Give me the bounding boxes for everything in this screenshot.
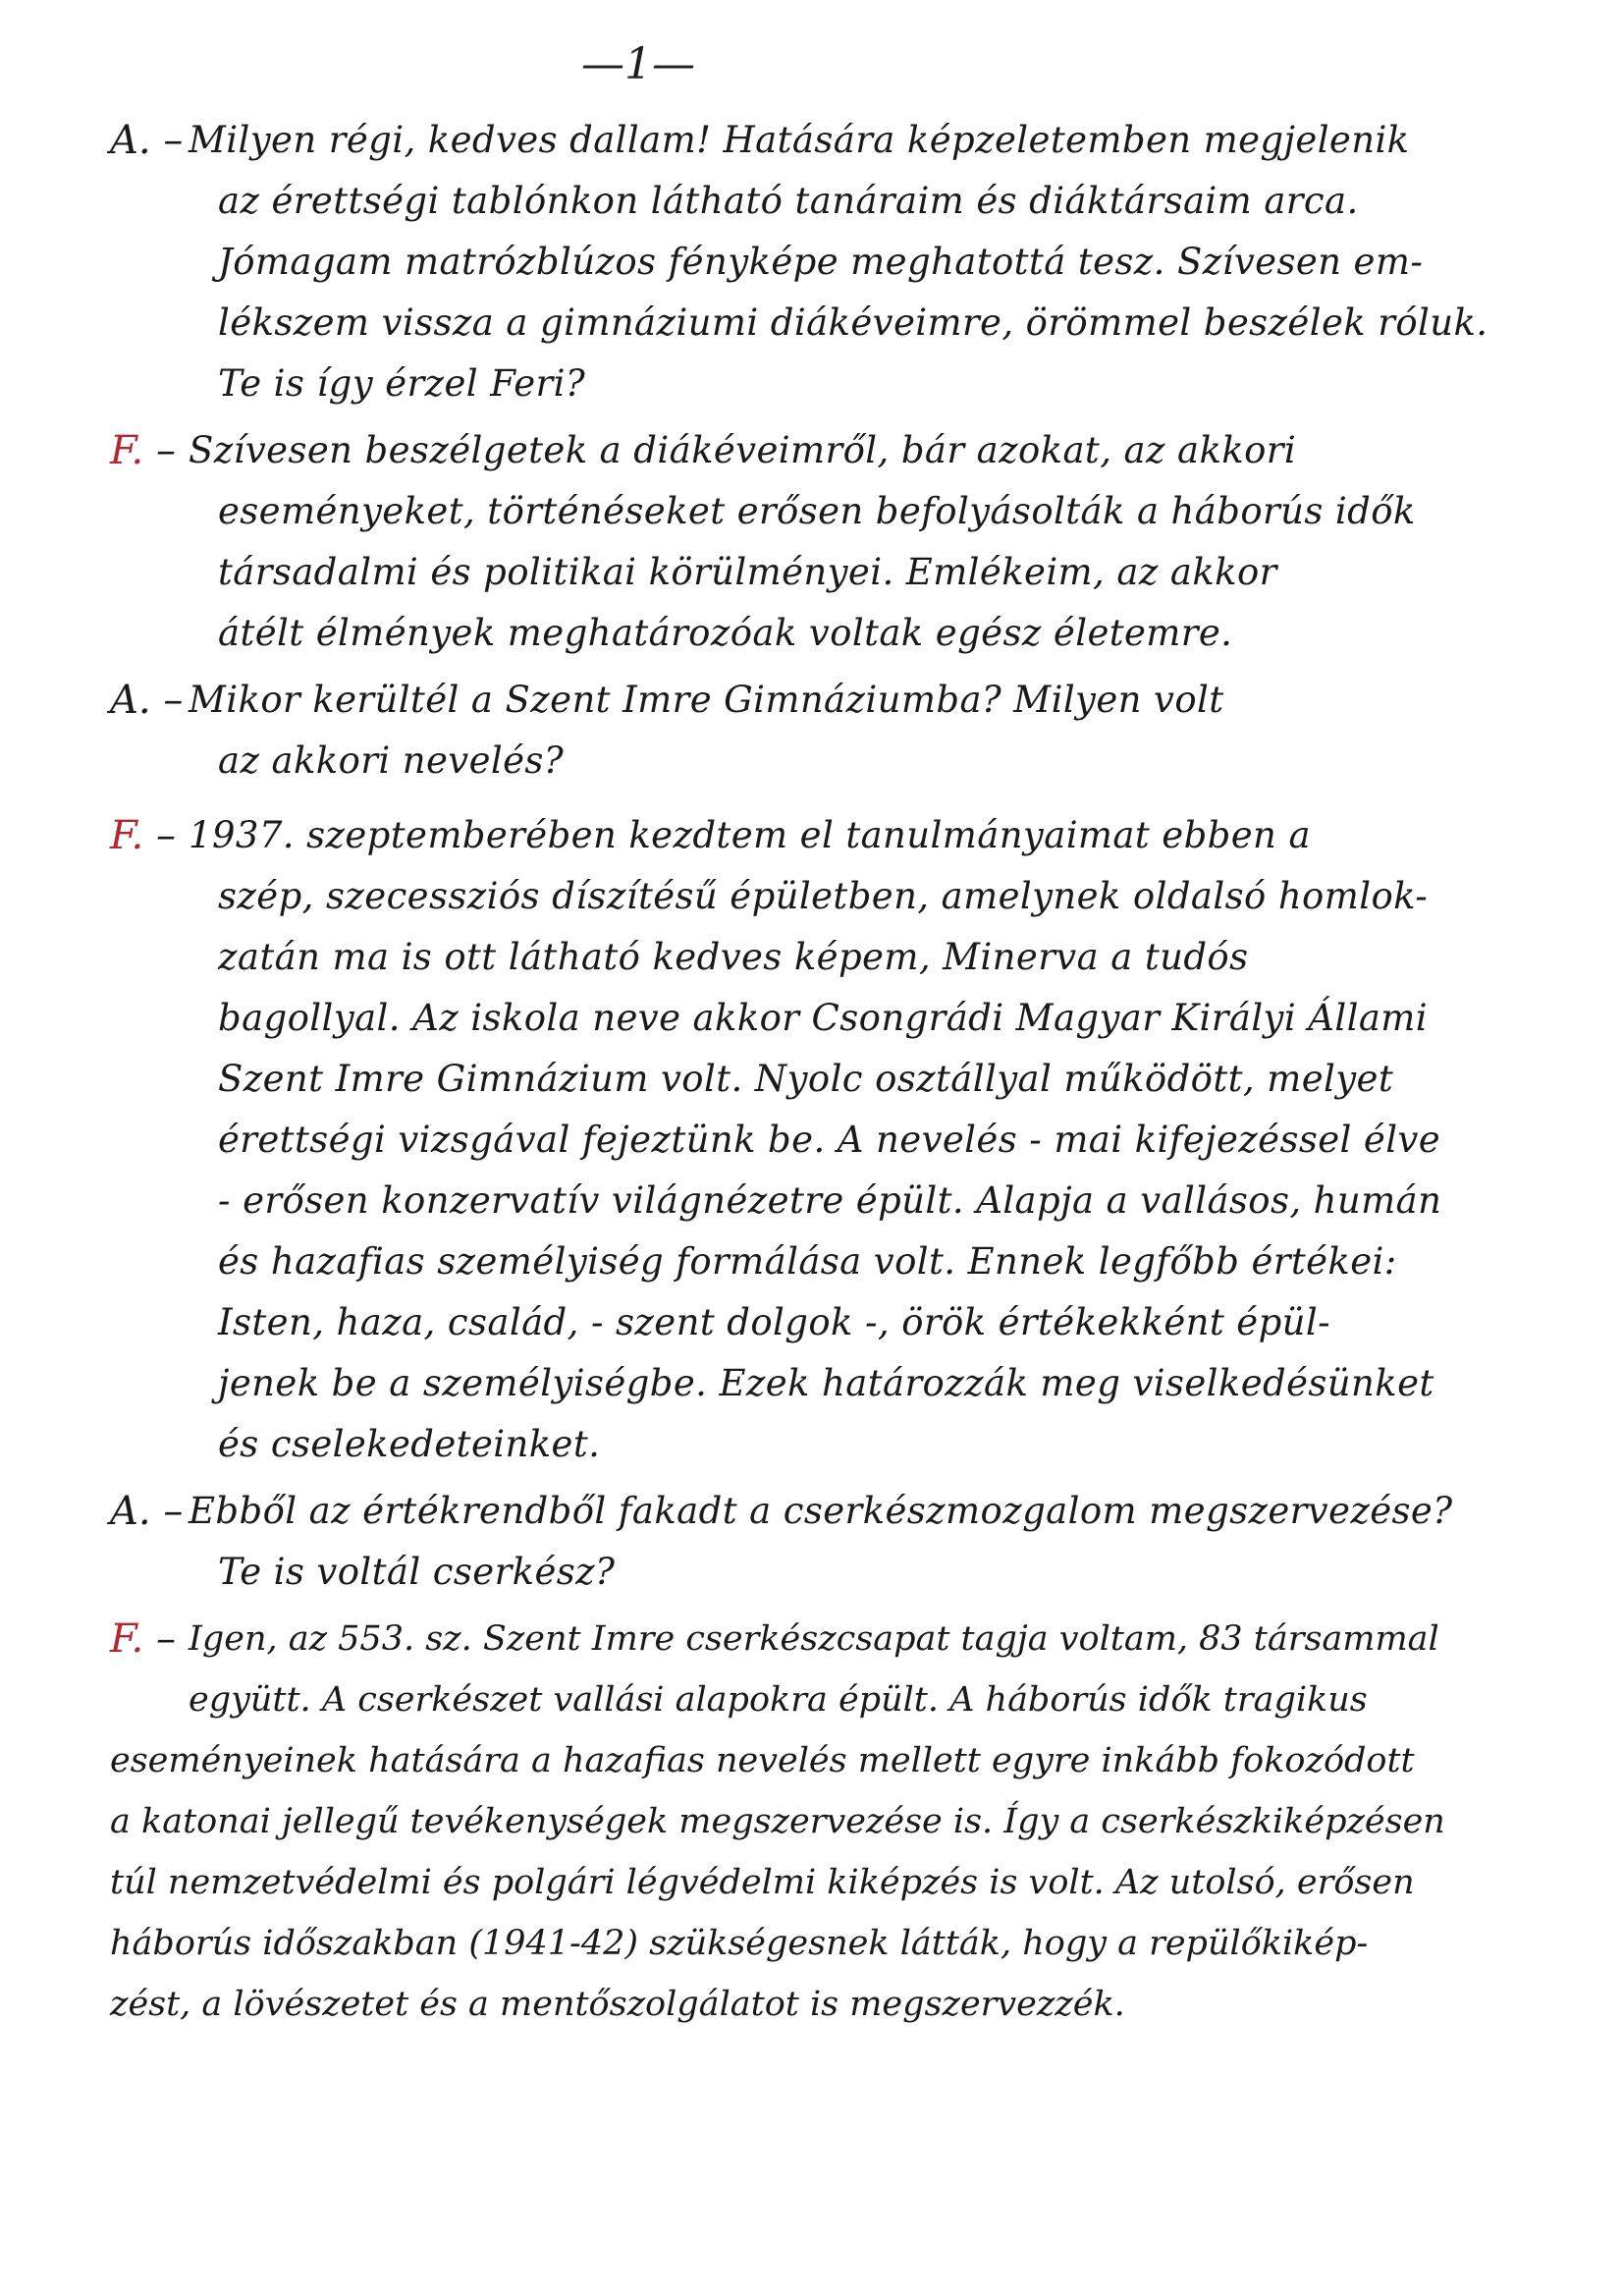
text-line: átélt élmények meghatározóak voltak egész életemre. (218, 612, 1233, 654)
page-number: —1— (581, 39, 695, 89)
text-line: Szívesen beszélgetek a diákéveimről, bár azokat, az akkori (189, 429, 1297, 471)
speaker-initial: A. (110, 678, 151, 723)
text-line: lékszem vissza a gimnáziumi diákéveimre, örömmel beszélek róluk. (218, 301, 1488, 344)
text-line: jenek be a személyiségbe. Ezek határozzák meg viselkedésünket (218, 1362, 1434, 1404)
text-line: zést, a lövészetet és a mentőszolgálatot is megszervezzék. (110, 1985, 1125, 2024)
speaker-initial: F. (110, 813, 144, 858)
text-line: szép, szecessziós díszítésű épületben, amelynek oldalsó homlok- (218, 875, 1429, 917)
text-line: Jómagam matrózblúzos fényképe meghatottá tesz. Szívesen em- (218, 241, 1424, 283)
speaker-initial: F. (110, 428, 144, 473)
text-line: Milyen régi, kedves dallam! Hatására képzeletemben megjelenik (189, 119, 1410, 161)
text-line: Mikor kerültél a Szent Imre Gimnáziumba? Milyen volt (189, 679, 1224, 721)
text-line: együtt. A cserkészet vallási alapokra épült. A háborús idők tragikus (189, 1680, 1368, 1720)
text-line: zatán ma is ott látható kedves képem, Minerva a tudós (218, 936, 1249, 978)
text-line: - erősen konzervatív világnézetre épült. Alapja a vallásos, humán (218, 1179, 1442, 1222)
text-line: Ebből az értékrendből fakadt a cserkészmozgalom megszervezése? (189, 1490, 1453, 1532)
text-line: bagollyal. Az iskola neve akkor Csongrádi Magyar Királyi Állami (218, 997, 1429, 1039)
text-line: a katonai jellegű tevékenységek megszervezése is. Így a cserkészkiképzésen (110, 1802, 1445, 1841)
speaker-initial: A. (110, 1489, 151, 1534)
text-line: 1937. szeptemberében kezdtem el tanulmányaimat ebben a (189, 814, 1311, 856)
text-line: és cselekedeteinket. (218, 1423, 601, 1465)
speaker-initial: A. (110, 118, 151, 163)
text-line: érettségi vizsgával fejeztünk be. A nevelés - mai kifejezéssel élve (218, 1119, 1441, 1161)
text-line: társadalmi és politikai körülményei. Emlékeim, az akkor (218, 551, 1277, 593)
text-line: az akkori nevelés? (218, 739, 565, 782)
dialogue-turn (110, 805, 1563, 1475)
text-line: Szent Imre Gimnázium volt. Nyolc osztállyal működött, melyet (218, 1058, 1394, 1100)
text-line: Isten, haza, család, - szent dolgok -, örök értékekként épül- (218, 1301, 1331, 1343)
text-line: Te is voltál cserkész? (218, 1551, 616, 1593)
turn-text (189, 1481, 1563, 1603)
turn-text (189, 110, 1563, 414)
turn-text (189, 670, 1563, 792)
text-line: az érettségi tablónkon látható tanáraim és diáktársaim arca. (218, 180, 1359, 222)
text-line: háborús időszakban (1941-42) szükségesnek látták, hogy a repülőkikép- (110, 1924, 1369, 1963)
interview-transcript (110, 110, 1563, 2035)
dialogue-turn (110, 420, 1563, 664)
speaker-label: F. – (110, 428, 176, 473)
turn-text (189, 420, 1563, 664)
speaker-label: F. – (110, 813, 176, 858)
dialogue-turn (110, 110, 1563, 414)
text-line: Igen, az 553. sz. Szent Imre cserkészcsapat tagja voltam, 83 társammal (189, 1619, 1439, 1659)
speaker-label: F. – (110, 1616, 176, 1662)
speaker-label: A. – (110, 678, 184, 723)
turn-text (110, 1609, 1563, 2035)
dialogue-turn (110, 1481, 1563, 1603)
text-line: eseményeinek hatására a hazafias nevelés mellett egyre inkább fokozódott (110, 1741, 1415, 1780)
speaker-label: A. – (110, 1489, 184, 1534)
text-line: és hazafias személyiség formálása volt. Ennek legfőbb értékei: (218, 1240, 1397, 1283)
turn-text (189, 805, 1563, 1475)
speaker-label: A. – (110, 118, 184, 163)
text-line: eseményeket, történéseket erősen befolyásolták a háborús idők (218, 490, 1416, 532)
speaker-initial: F. (110, 1616, 144, 1662)
dialogue-turn (110, 670, 1563, 792)
text-line: Te is így érzel Feri? (218, 362, 586, 405)
text-line: túl nemzetvédelmi és polgári légvédelmi kiképzés is volt. Az utolsó, erősen (110, 1863, 1415, 1902)
dialogue-turn (110, 1609, 1563, 2035)
